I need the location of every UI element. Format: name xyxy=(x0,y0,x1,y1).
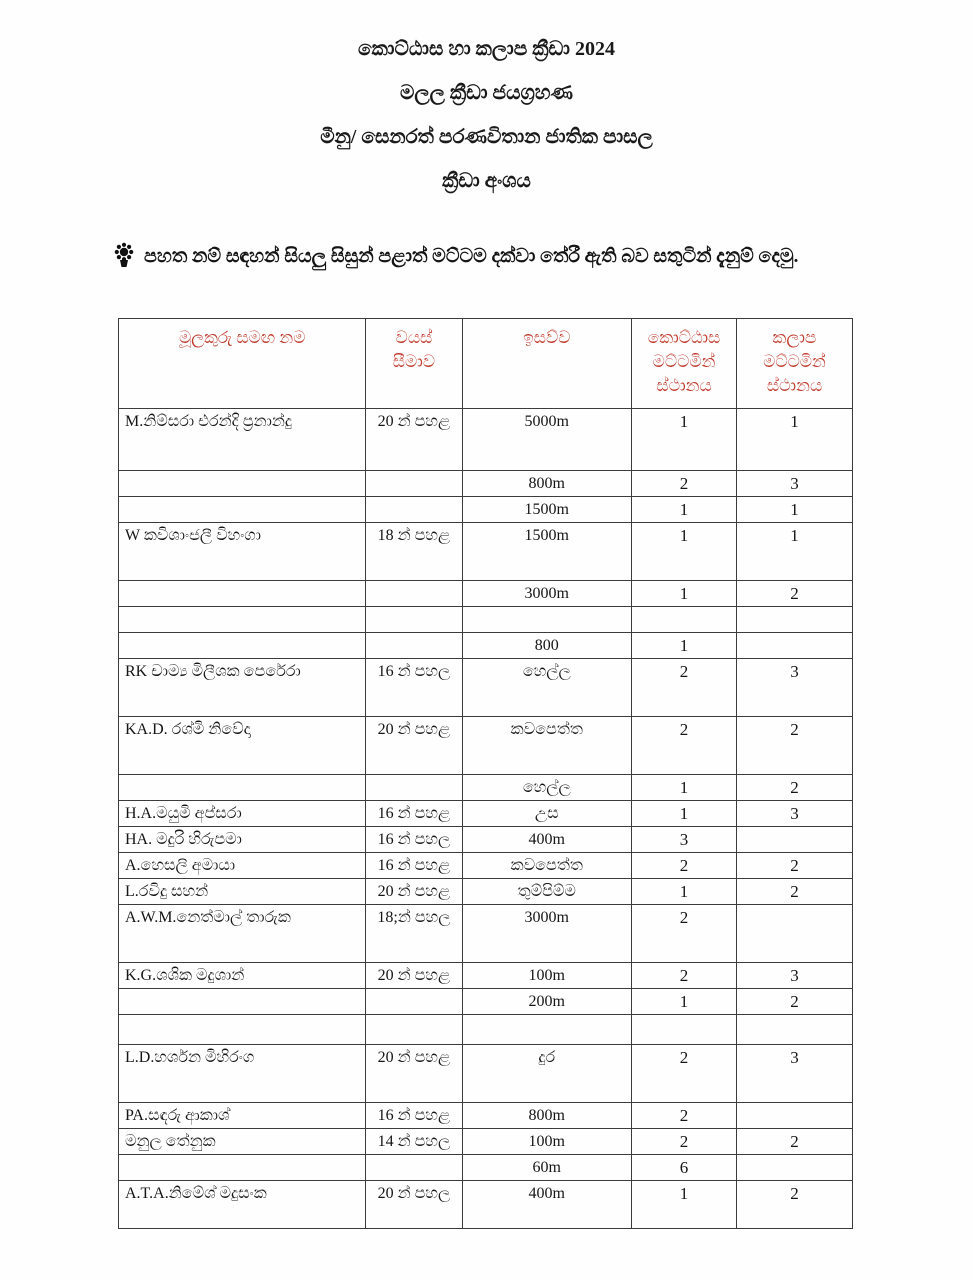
cell-age xyxy=(366,581,462,607)
header-name: මූලකුරු සමඟ නම xyxy=(119,319,366,409)
cell-age xyxy=(366,989,462,1015)
cell-zone: 2 xyxy=(737,989,853,1015)
table-row xyxy=(119,1129,853,1155)
table-row xyxy=(119,879,853,905)
cell-name: මනුල තේනුක xyxy=(119,1129,366,1155)
table-row xyxy=(119,827,853,853)
cell-age xyxy=(366,497,462,523)
cell-zone: 2 xyxy=(737,581,853,607)
cell-name: H.A.මයුමි අප්සරා xyxy=(119,801,366,827)
cell-zone: 2 xyxy=(737,1181,853,1229)
cell-age: 18;න් පහල xyxy=(366,905,462,963)
cell-zone: 3 xyxy=(737,659,853,717)
doc-subtitle-school: මීනු/ සෙනරත් පරණවිතාන ජාතික පාසල xyxy=(320,126,653,148)
header-event: ඉසව්ව xyxy=(462,319,632,409)
cell-age: 16 න් පහල xyxy=(366,659,462,717)
cell-event: හෙල්ල xyxy=(462,775,632,801)
cell-zone: 3 xyxy=(737,1045,853,1103)
cell-name: PA.සඳරු ආකාශ් xyxy=(119,1103,366,1129)
header-zone-place: කලාප මට්ටමින් ස්ථානය xyxy=(737,319,853,409)
cell-zone: 3 xyxy=(737,963,853,989)
table-row xyxy=(119,1045,853,1103)
cell-division: 1 xyxy=(632,989,737,1015)
cell-division: 2 xyxy=(632,659,737,717)
cell-event xyxy=(462,1015,632,1045)
cell-division: 1 xyxy=(632,633,737,659)
cell-event: තුම්පිම්ම xyxy=(462,879,632,905)
cell-event: 3000m xyxy=(462,581,632,607)
cell-division: 1 xyxy=(632,497,737,523)
cell-zone: 3 xyxy=(737,471,853,497)
cell-age: 20 න් පහළ xyxy=(366,717,462,775)
cell-age xyxy=(366,1015,462,1045)
cell-age: 16 න් පහල xyxy=(366,827,462,853)
cell-division: 2 xyxy=(632,963,737,989)
table-row xyxy=(119,633,853,659)
cell-event: 1500m xyxy=(462,497,632,523)
cell-division: 2 xyxy=(632,1045,737,1103)
doc-subtitle-events: මලල ක්‍රීඩා ජයග්‍රහණ xyxy=(400,82,573,104)
title-block xyxy=(0,0,973,192)
cell-division: 1 xyxy=(632,1181,737,1229)
cell-age: 20 න් පහළ xyxy=(366,1045,462,1103)
cell-event: 400m xyxy=(462,827,632,853)
cell-division: 1 xyxy=(632,409,737,471)
cell-age: 16 න් පහළ xyxy=(366,1103,462,1129)
cell-name: L.D.හර්ශන මිහිරංග xyxy=(119,1045,366,1103)
cell-zone: 1 xyxy=(737,523,853,581)
cell-age: 16 න් පහළ xyxy=(366,853,462,879)
table-body xyxy=(119,409,853,1229)
cell-name: A.W.M.නෙත්මාල් තාරුක xyxy=(119,905,366,963)
cell-zone xyxy=(737,827,853,853)
cell-division: 2 xyxy=(632,471,737,497)
cell-event: 800m xyxy=(462,471,632,497)
cell-event: හෙල්ල xyxy=(462,659,632,717)
cell-age: 16 න් පහළ xyxy=(366,801,462,827)
table-row xyxy=(119,523,853,581)
table-header xyxy=(119,319,853,409)
table-row xyxy=(119,1181,853,1229)
cell-division: 1 xyxy=(632,581,737,607)
cell-age: 18 න් පහළ xyxy=(366,523,462,581)
table-row xyxy=(119,989,853,1015)
cell-division: 1 xyxy=(632,879,737,905)
cell-age: 20 න් පහල xyxy=(366,1181,462,1229)
cell-age xyxy=(366,471,462,497)
cell-name xyxy=(119,775,366,801)
cell-zone xyxy=(737,1103,853,1129)
cell-event: 60m xyxy=(462,1155,632,1181)
table-row xyxy=(119,659,853,717)
table-row xyxy=(119,471,853,497)
cell-age: 20 න් පහළ xyxy=(366,409,462,471)
cell-name: KA.D. රශ්මි නිවේදා xyxy=(119,717,366,775)
cell-age: 14 න් පහල xyxy=(366,1129,462,1155)
cell-name xyxy=(119,1155,366,1181)
cell-event: දුර xyxy=(462,1045,632,1103)
cell-event: උස xyxy=(462,801,632,827)
cell-zone xyxy=(737,1015,853,1045)
table-row xyxy=(119,409,853,471)
cell-name xyxy=(119,633,366,659)
cell-age xyxy=(366,775,462,801)
cell-division: 2 xyxy=(632,717,737,775)
cell-division: 2 xyxy=(632,1129,737,1155)
cell-zone: 1 xyxy=(737,409,853,471)
rosette-icon xyxy=(112,242,136,268)
cell-zone xyxy=(737,633,853,659)
table-row xyxy=(119,853,853,879)
cell-age: 20 න් පහළ xyxy=(366,963,462,989)
cell-event: 400m xyxy=(462,1181,632,1229)
cell-name xyxy=(119,1015,366,1045)
cell-division: 1 xyxy=(632,801,737,827)
intro-paragraph xyxy=(112,242,892,272)
cell-name: HA. මදුරි හිරුපමා xyxy=(119,827,366,853)
cell-event: 100m xyxy=(462,1129,632,1155)
cell-event: 3000m xyxy=(462,905,632,963)
cell-age xyxy=(366,1155,462,1181)
cell-zone xyxy=(737,1155,853,1181)
table-row xyxy=(119,717,853,775)
cell-name: K.G.ශශික මදුශාන් xyxy=(119,963,366,989)
doc-subtitle-section: ක්‍රීඩා අංශය xyxy=(442,170,531,192)
cell-division: 1 xyxy=(632,523,737,581)
cell-name: RK චාම්‍ය මිලීශක පෙරේරා xyxy=(119,659,366,717)
cell-event: කවපෙත්ත xyxy=(462,853,632,879)
table-row xyxy=(119,775,853,801)
cell-event: කවපෙත්ත xyxy=(462,717,632,775)
header-age-limit: වයස් සීමාව xyxy=(366,319,462,409)
doc-title: කොට්ඨාස හා කලාප ක්‍රීඩා 2024 xyxy=(358,38,615,60)
table-row xyxy=(119,801,853,827)
cell-zone: 2 xyxy=(737,879,853,905)
cell-age: 20 න් පහළ xyxy=(366,879,462,905)
cell-division: 3 xyxy=(632,827,737,853)
header-division-place: කොට්ඨාස මට්ටමින් ස්ථානය xyxy=(632,319,737,409)
cell-name: A.T.A.නිමේශ් මදුසංක xyxy=(119,1181,366,1229)
cell-zone: 2 xyxy=(737,775,853,801)
cell-division: 1 xyxy=(632,775,737,801)
cell-division: 2 xyxy=(632,905,737,963)
cell-age xyxy=(366,607,462,633)
cell-zone: 2 xyxy=(737,717,853,775)
cell-name xyxy=(119,989,366,1015)
header-row xyxy=(119,319,853,409)
cell-division: 2 xyxy=(632,853,737,879)
table-row xyxy=(119,581,853,607)
cell-zone: 3 xyxy=(737,801,853,827)
cell-event: 200m xyxy=(462,989,632,1015)
cell-division: 6 xyxy=(632,1155,737,1181)
cell-name xyxy=(119,581,366,607)
cell-event: 800m xyxy=(462,1103,632,1129)
cell-name xyxy=(119,471,366,497)
cell-event: 5000m xyxy=(462,409,632,471)
cell-zone xyxy=(737,607,853,633)
cell-name: A.හෙසලි අමායා xyxy=(119,853,366,879)
cell-event xyxy=(462,607,632,633)
cell-age xyxy=(366,633,462,659)
cell-division xyxy=(632,1015,737,1045)
cell-zone: 2 xyxy=(737,853,853,879)
cell-division: 2 xyxy=(632,1103,737,1129)
cell-event: 100m xyxy=(462,963,632,989)
table-row xyxy=(119,963,853,989)
cell-zone xyxy=(737,905,853,963)
cell-name xyxy=(119,497,366,523)
cell-name: W කවිශාංජලී විහංගා xyxy=(119,523,366,581)
cell-zone: 2 xyxy=(737,1129,853,1155)
table-row xyxy=(119,1015,853,1045)
intro-text: පහත නම් සඳහන් සියලු සිසුන් පළාත් මට්ටම දක්වා තේරී ඇති බව සතුටින් දැනුම් දෙමු. xyxy=(144,246,799,267)
cell-division xyxy=(632,607,737,633)
cell-event: 1500m xyxy=(462,523,632,581)
cell-name: M.නිම්සරා එරන්දි ප්‍රනාන්දු xyxy=(119,409,366,471)
cell-name: L.රවිදු සහන් xyxy=(119,879,366,905)
results-table xyxy=(118,318,853,1229)
table-row xyxy=(119,905,853,963)
table-row xyxy=(119,497,853,523)
cell-name xyxy=(119,607,366,633)
cell-zone: 1 xyxy=(737,497,853,523)
table-row xyxy=(119,607,853,633)
cell-event: 800 xyxy=(462,633,632,659)
table-row xyxy=(119,1103,853,1129)
table-row xyxy=(119,1155,853,1181)
